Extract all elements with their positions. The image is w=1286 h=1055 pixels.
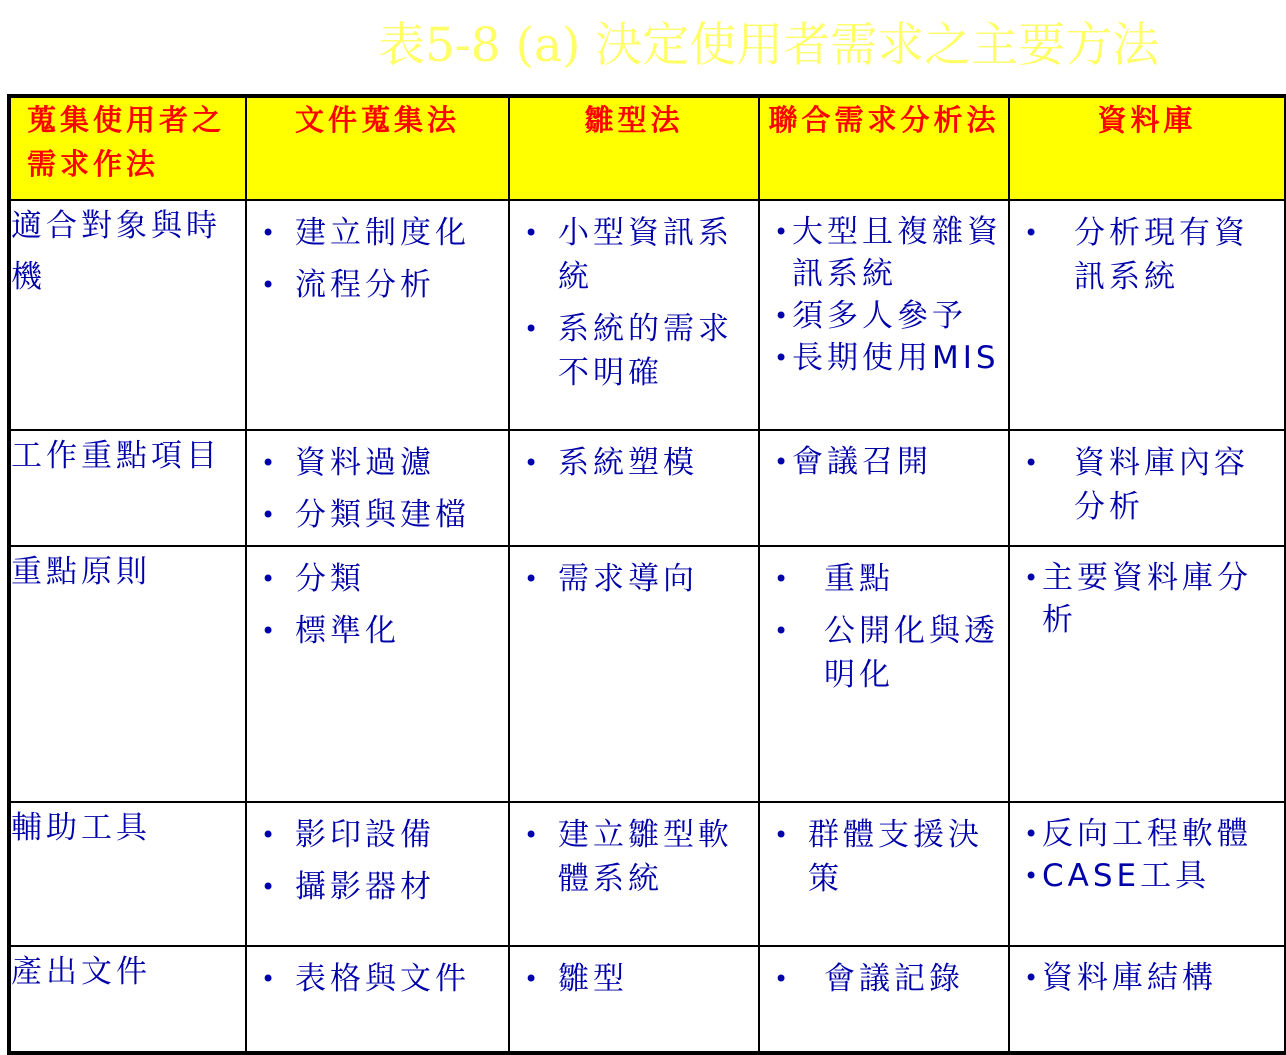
bullet-item: • 主要資料庫分析 xyxy=(1022,557,1278,641)
bullet-item: • 會議記錄 xyxy=(772,957,1002,1001)
table-cell xyxy=(509,802,759,946)
bullet-item: • 小型資訊系統 xyxy=(522,211,752,299)
bullet-item: • 雛型 xyxy=(522,957,752,1001)
methods-table xyxy=(7,94,1286,1055)
page-title: 表5-8 (a) 決定使用者需求之主要方法 xyxy=(378,18,1160,73)
header-cell-database: 資料庫 xyxy=(1009,96,1286,200)
bullet-item: • 建立雛型軟體系統 xyxy=(522,813,752,901)
table-cell xyxy=(246,200,509,430)
header-cell-document-collection: 文件蒐集法 xyxy=(246,96,509,200)
bullet-item: • 資料庫結構 xyxy=(1022,957,1278,999)
row-label: 產出文件 xyxy=(9,946,246,1053)
table-cell xyxy=(246,546,509,802)
row-label: 工作重點項目 xyxy=(9,430,246,546)
header-cell-jad: 聯合需求分析法 xyxy=(759,96,1009,200)
bullet-item: • 重點 xyxy=(772,557,1002,601)
bullet-item: • 群體支援決策 xyxy=(772,813,1002,901)
bullet-item: • 流程分析 xyxy=(259,263,502,307)
table-cell xyxy=(759,200,1009,430)
bullet-item: • 建立制度化 xyxy=(259,211,502,255)
bullet-item: • 攝影器材 xyxy=(259,865,502,909)
bullet-item: • 需求導向 xyxy=(522,557,752,601)
bullet-item: • 資料過濾 xyxy=(259,441,502,485)
row-label: 適合對象與時機 xyxy=(9,200,246,430)
table-cell xyxy=(509,200,759,430)
table-cell xyxy=(246,430,509,546)
bullet-item: • 影印設備 xyxy=(259,813,502,857)
header-cell-approach: 蒐集使用者之需求作法 xyxy=(9,96,246,200)
table-row xyxy=(9,946,1286,1053)
table-cell xyxy=(509,430,759,546)
bullet-item: • 公開化與透明化 xyxy=(772,609,1002,697)
table-cell xyxy=(759,802,1009,946)
bullet-item: • 大型且複雜資訊系統 xyxy=(772,211,1002,295)
bullet-item: • CASE工具 xyxy=(1022,855,1278,897)
bullet-item: • 反向工程軟體 xyxy=(1022,813,1278,855)
table-cell xyxy=(759,546,1009,802)
bullet-item: • 分析現有資訊系統 xyxy=(1022,211,1278,299)
table-cell xyxy=(1009,546,1286,802)
bullet-item: • 長期使用MIS xyxy=(772,337,1002,379)
table-cell xyxy=(1009,430,1286,546)
bullet-item: • 會議召開 xyxy=(772,441,1002,483)
table-cell xyxy=(509,946,759,1053)
header-cell-prototyping: 雛型法 xyxy=(509,96,759,200)
header-row xyxy=(9,96,1286,200)
table-row xyxy=(9,200,1286,430)
table-row xyxy=(9,430,1286,546)
row-label: 重點原則 xyxy=(9,546,246,802)
table-row xyxy=(9,546,1286,802)
bullet-item: • 表格與文件 xyxy=(259,957,502,1001)
table-cell xyxy=(509,546,759,802)
table-cell xyxy=(1009,200,1286,430)
table-cell xyxy=(759,430,1009,546)
table-cell xyxy=(246,946,509,1053)
bullet-item: • 系統的需求不明確 xyxy=(522,307,752,395)
bullet-item: • 分類 xyxy=(259,557,502,601)
bullet-item: • 標準化 xyxy=(259,609,502,653)
bullet-item: • 須多人參予 xyxy=(772,295,1002,337)
bullet-item: • 資料庫內容分析 xyxy=(1022,441,1278,529)
table-cell xyxy=(246,802,509,946)
row-label: 輔助工具 xyxy=(9,802,246,946)
table-cell xyxy=(1009,946,1286,1053)
bullet-item: • 分類與建檔 xyxy=(259,493,502,537)
table-row xyxy=(9,802,1286,946)
bullet-item: • 系統塑模 xyxy=(522,441,752,485)
table-cell xyxy=(1009,802,1286,946)
table-cell xyxy=(759,946,1009,1053)
